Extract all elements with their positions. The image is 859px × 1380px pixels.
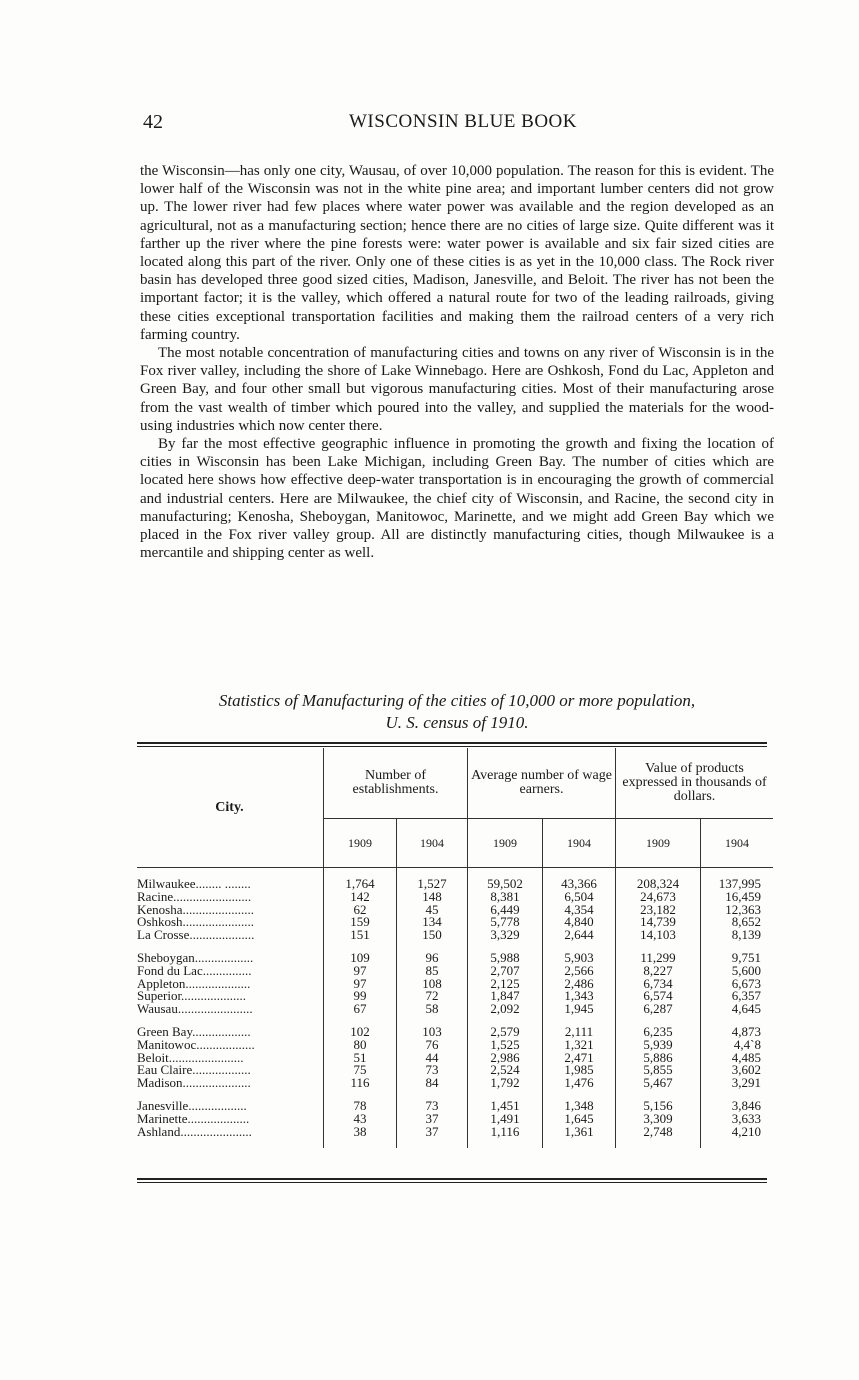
wage-earners-1909-cell: 2,579 <box>468 1026 543 1039</box>
city-cell: Beloit....................... <box>137 1049 244 1065</box>
value-1904-cell: 3,846 <box>701 1100 774 1113</box>
establishments-1904-cell: 58 <box>397 1003 468 1016</box>
paragraph-2: The most notable concentration of manufacturing cities and towns on any river of Wisconsin is in the Fox river valley, including the shore of Lake Winnebago. Here are Oshkosh, Fond du Lac, Appleton and Green Bay, and four other small but vigorous manufacturing cities. Most of their manufacturing arose from the vast wealth of timber which poured into the valley, and supplied the materials for the wood-using industries which now center there. <box>140 345 774 434</box>
wage-earners-1904-cell: 6,504 <box>543 891 616 904</box>
city-cell: Manitowoc.................. <box>137 1036 255 1052</box>
city-cell: Marinette................... <box>137 1110 250 1126</box>
wage-earners-1909-cell: 1,792 <box>468 1077 543 1090</box>
wage-earners-1909-cell: 1,451 <box>468 1100 543 1113</box>
header-year-1904: 1904 <box>543 819 616 868</box>
value-1909-cell: 14,103 <box>616 929 701 942</box>
city-cell: Green Bay.................. <box>137 1023 251 1039</box>
establishments-1909-cell: 67 <box>324 1003 397 1016</box>
establishments-1904-cell: 76 <box>397 1039 468 1052</box>
establishments-1904-cell: 44 <box>397 1052 468 1065</box>
wage-earners-1909-cell: 1,847 <box>468 990 543 1003</box>
city-cell: Milwaukee........ ........ <box>137 876 251 891</box>
table-row <box>137 1077 773 1090</box>
city-cell: Racine........................ <box>137 888 252 904</box>
value-1909-cell: 23,182 <box>616 904 701 917</box>
caption-line-2: U. S. census of 1910. <box>385 713 529 732</box>
manufacturing-stats-table <box>137 748 773 1148</box>
establishments-1904-cell: 134 <box>397 916 468 929</box>
establishments-1904-cell: 84 <box>397 1077 468 1090</box>
value-1909-cell: 8,227 <box>616 965 701 978</box>
table-bottom-rule-thin <box>137 1182 767 1183</box>
city-cell: Appleton.................... <box>137 975 251 991</box>
value-1909-cell: 5,467 <box>616 1077 701 1090</box>
wage-earners-1909-cell: 59,502 <box>468 878 543 891</box>
establishments-1909-cell: 1,764 <box>324 878 397 891</box>
city-cell: Kenosha...................... <box>137 901 254 917</box>
establishments-1909-cell: 99 <box>324 990 397 1003</box>
establishments-1904-cell: 148 <box>397 891 468 904</box>
establishments-1909-cell: 97 <box>324 965 397 978</box>
wage-earners-1909-cell: 3,329 <box>468 929 543 942</box>
wage-earners-1904-cell: 2,566 <box>543 965 616 978</box>
value-1904-cell: 12,363 <box>701 904 774 917</box>
value-1909-cell: 6,235 <box>616 1026 701 1039</box>
establishments-1904-cell: 85 <box>397 965 468 978</box>
establishments-1904-cell: 73 <box>397 1100 468 1113</box>
wage-earners-1904-cell: 1,321 <box>543 1039 616 1052</box>
paragraph-1: the Wisconsin—has only one city, Wausau, of over 10,000 population. The reason for this is evident. The lower half of the Wisconsin was not in the white pine area; and important lumber centers did not grow up. The lower river had few places where water power was available and the region developed as an agricultural, not as a manufacturing section; hence there are no cities of large size. Quite different was it farther up the river where the pine forests were: water power is available and six fair sized cities are located along this part of the river. Only one of these cities is as yet in the 10,000 class. The Rock river basin has developed three good sized cities, Madison, Janesville, and Beloit. The river has not been the important factor; it is the valley, which offered a natural route for two of the leading railroads, giving these cities exceptional transportation facilities and making them the railroad centers of a very rich farming country. <box>140 163 774 343</box>
value-1909-cell: 24,673 <box>616 891 701 904</box>
value-1904-cell: 137,995 <box>701 878 774 891</box>
wage-earners-1904-cell: 5,903 <box>543 952 616 965</box>
establishments-1909-cell: 38 <box>324 1126 397 1139</box>
wage-earners-1904-cell: 1,985 <box>543 1064 616 1077</box>
value-1909-cell: 6,574 <box>616 990 701 1003</box>
city-cell: Sheboygan.................. <box>137 949 254 965</box>
value-1904-cell: 6,673 <box>701 978 774 991</box>
table-bottom-rule <box>137 1178 767 1180</box>
wage-earners-1904-cell: 2,486 <box>543 978 616 991</box>
establishments-1904-cell: 1,527 <box>397 878 468 891</box>
establishments-1909-cell: 97 <box>324 978 397 991</box>
value-1904-cell: 4,210 <box>701 1126 774 1139</box>
wage-earners-1909-cell: 2,707 <box>468 965 543 978</box>
establishments-1909-cell: 51 <box>324 1052 397 1065</box>
table-row <box>137 1126 773 1139</box>
value-1904-cell: 9,751 <box>701 952 774 965</box>
wage-earners-1909-cell: 2,125 <box>468 978 543 991</box>
header-establishments: Number of establishments. <box>324 748 468 819</box>
wage-earners-1909-cell: 1,525 <box>468 1039 543 1052</box>
value-1909-cell: 6,287 <box>616 1003 701 1016</box>
establishments-1904-cell: 150 <box>397 929 468 942</box>
table-top-rule <box>137 742 767 744</box>
value-1909-cell: 11,299 <box>616 952 701 965</box>
value-1904-cell: 3,633 <box>701 1113 774 1126</box>
establishments-1904-cell: 96 <box>397 952 468 965</box>
value-1904-cell: 4,873 <box>701 1026 774 1039</box>
wage-earners-1909-cell: 2,092 <box>468 1003 543 1016</box>
establishments-1909-cell: 116 <box>324 1077 397 1090</box>
value-1909-cell: 14,739 <box>616 916 701 929</box>
establishments-1904-cell: 73 <box>397 1064 468 1077</box>
value-1904-cell: 3,602 <box>701 1064 774 1077</box>
value-1904-cell: 8,139 <box>701 929 774 942</box>
wage-earners-1909-cell: 5,988 <box>468 952 543 965</box>
header-year-1904: 1904 <box>397 819 468 868</box>
establishments-1904-cell: 103 <box>397 1026 468 1039</box>
wage-earners-1904-cell: 1,945 <box>543 1003 616 1016</box>
establishments-1909-cell: 75 <box>324 1064 397 1077</box>
wage-earners-1904-cell: 1,361 <box>543 1126 616 1139</box>
city-cell: Wausau....................... <box>137 1001 253 1017</box>
value-1909-cell: 5,886 <box>616 1052 701 1065</box>
table-body <box>137 868 773 1149</box>
wage-earners-1904-cell: 4,840 <box>543 916 616 929</box>
establishments-1909-cell: 62 <box>324 904 397 917</box>
city-cell: Madison..................... <box>137 1075 251 1091</box>
establishments-1904-cell: 72 <box>397 990 468 1003</box>
city-cell: La Crosse.................... <box>137 927 255 943</box>
city-cell: Fond du Lac............... <box>137 962 252 978</box>
city-cell: Oshkosh...................... <box>137 914 255 930</box>
value-1904-cell: 3,291 <box>701 1077 774 1090</box>
body-text <box>140 162 774 562</box>
value-1904-cell: 4,645 <box>701 1003 774 1016</box>
wage-earners-1904-cell: 1,348 <box>543 1100 616 1113</box>
establishments-1909-cell: 151 <box>324 929 397 942</box>
table-top-rule-thin <box>137 746 767 747</box>
value-1909-cell: 5,156 <box>616 1100 701 1113</box>
page-number: 42 <box>143 111 163 133</box>
wage-earners-1909-cell: 2,986 <box>468 1052 543 1065</box>
establishments-1909-cell: 43 <box>324 1113 397 1126</box>
value-1909-cell: 5,939 <box>616 1039 701 1052</box>
header-year-1909: 1909 <box>616 819 701 868</box>
value-1904-cell: 5,600 <box>701 965 774 978</box>
wage-earners-1904-cell: 1,476 <box>543 1077 616 1090</box>
value-1904-cell: 4,4`8 <box>701 1039 774 1052</box>
value-1909-cell: 2,748 <box>616 1126 701 1139</box>
header-year-1909: 1909 <box>468 819 543 868</box>
header-value-products: Value of products expressed in thousands of dollars. <box>616 748 774 819</box>
establishments-1904-cell: 37 <box>397 1126 468 1139</box>
table-row <box>137 1003 773 1016</box>
wage-earners-1904-cell: 2,644 <box>543 929 616 942</box>
value-1904-cell: 6,357 <box>701 990 774 1003</box>
establishments-1904-cell: 108 <box>397 978 468 991</box>
wage-earners-1909-cell: 6,449 <box>468 904 543 917</box>
value-1909-cell: 208,324 <box>616 878 701 891</box>
page-header <box>143 111 773 137</box>
wage-earners-1904-cell: 2,111 <box>543 1026 616 1039</box>
wage-earners-1904-cell: 2,471 <box>543 1052 616 1065</box>
establishments-1909-cell: 102 <box>324 1026 397 1039</box>
running-title: WISCONSIN BLUE BOOK <box>349 111 577 132</box>
wage-earners-1904-cell: 1,343 <box>543 990 616 1003</box>
establishments-1904-cell: 45 <box>397 904 468 917</box>
header-year-1909: 1909 <box>324 819 397 868</box>
establishments-1909-cell: 159 <box>324 916 397 929</box>
value-1909-cell: 6,734 <box>616 978 701 991</box>
establishments-1909-cell: 142 <box>324 891 397 904</box>
table-caption <box>140 690 774 734</box>
value-1909-cell: 5,855 <box>616 1064 701 1077</box>
city-cell: Eau Claire.................. <box>137 1062 251 1078</box>
wage-earners-1909-cell: 8,381 <box>468 891 543 904</box>
caption-line-1: Statistics of Manufacturing of the cities of 10,000 or more population, <box>218 691 696 710</box>
header-city: City. <box>215 799 244 815</box>
wage-earners-1904-cell: 1,645 <box>543 1113 616 1126</box>
establishments-1904-cell: 37 <box>397 1113 468 1126</box>
wage-earners-1909-cell: 5,778 <box>468 916 543 929</box>
establishments-1909-cell: 80 <box>324 1039 397 1052</box>
header-year-1904: 1904 <box>701 819 774 868</box>
establishments-1909-cell: 109 <box>324 952 397 965</box>
value-1904-cell: 16,459 <box>701 891 774 904</box>
wage-earners-1909-cell: 1,491 <box>468 1113 543 1126</box>
establishments-1909-cell: 78 <box>324 1100 397 1113</box>
wage-earners-1904-cell: 4,354 <box>543 904 616 917</box>
paragraph-3: By far the most effective geographic influence in promoting the growth and fixing the location of cities in Wisconsin has been Lake Michigan, including Green Bay. The number of cities which are located here shows how effective deep-water transportation is in encouraging the growth of commercial and industrial centers. Here are Milwaukee, the chief city of Wisconsin, and Racine, the second city in manufacturing; Kenosha, Sheboygan, Manitowoc, Marinette, and we might add Green Bay which we placed in the Fox river valley group. All are distinctly manufacturing cities, though Milwaukee is a mercantile and shipping center as well. <box>140 436 774 562</box>
header-wage-earners: Average number of wage earners. <box>468 748 616 819</box>
wage-earners-1909-cell: 2,524 <box>468 1064 543 1077</box>
city-cell: Ashland...................... <box>137 1123 252 1139</box>
city-cell: Janesville.................. <box>137 1097 247 1113</box>
city-cell: Superior.................... <box>137 988 247 1004</box>
value-1909-cell: 3,309 <box>616 1113 701 1126</box>
value-1904-cell: 8,652 <box>701 916 774 929</box>
wage-earners-1904-cell: 43,366 <box>543 878 616 891</box>
wage-earners-1909-cell: 1,116 <box>468 1126 543 1139</box>
table-row <box>137 929 773 942</box>
value-1904-cell: 4,485 <box>701 1052 774 1065</box>
